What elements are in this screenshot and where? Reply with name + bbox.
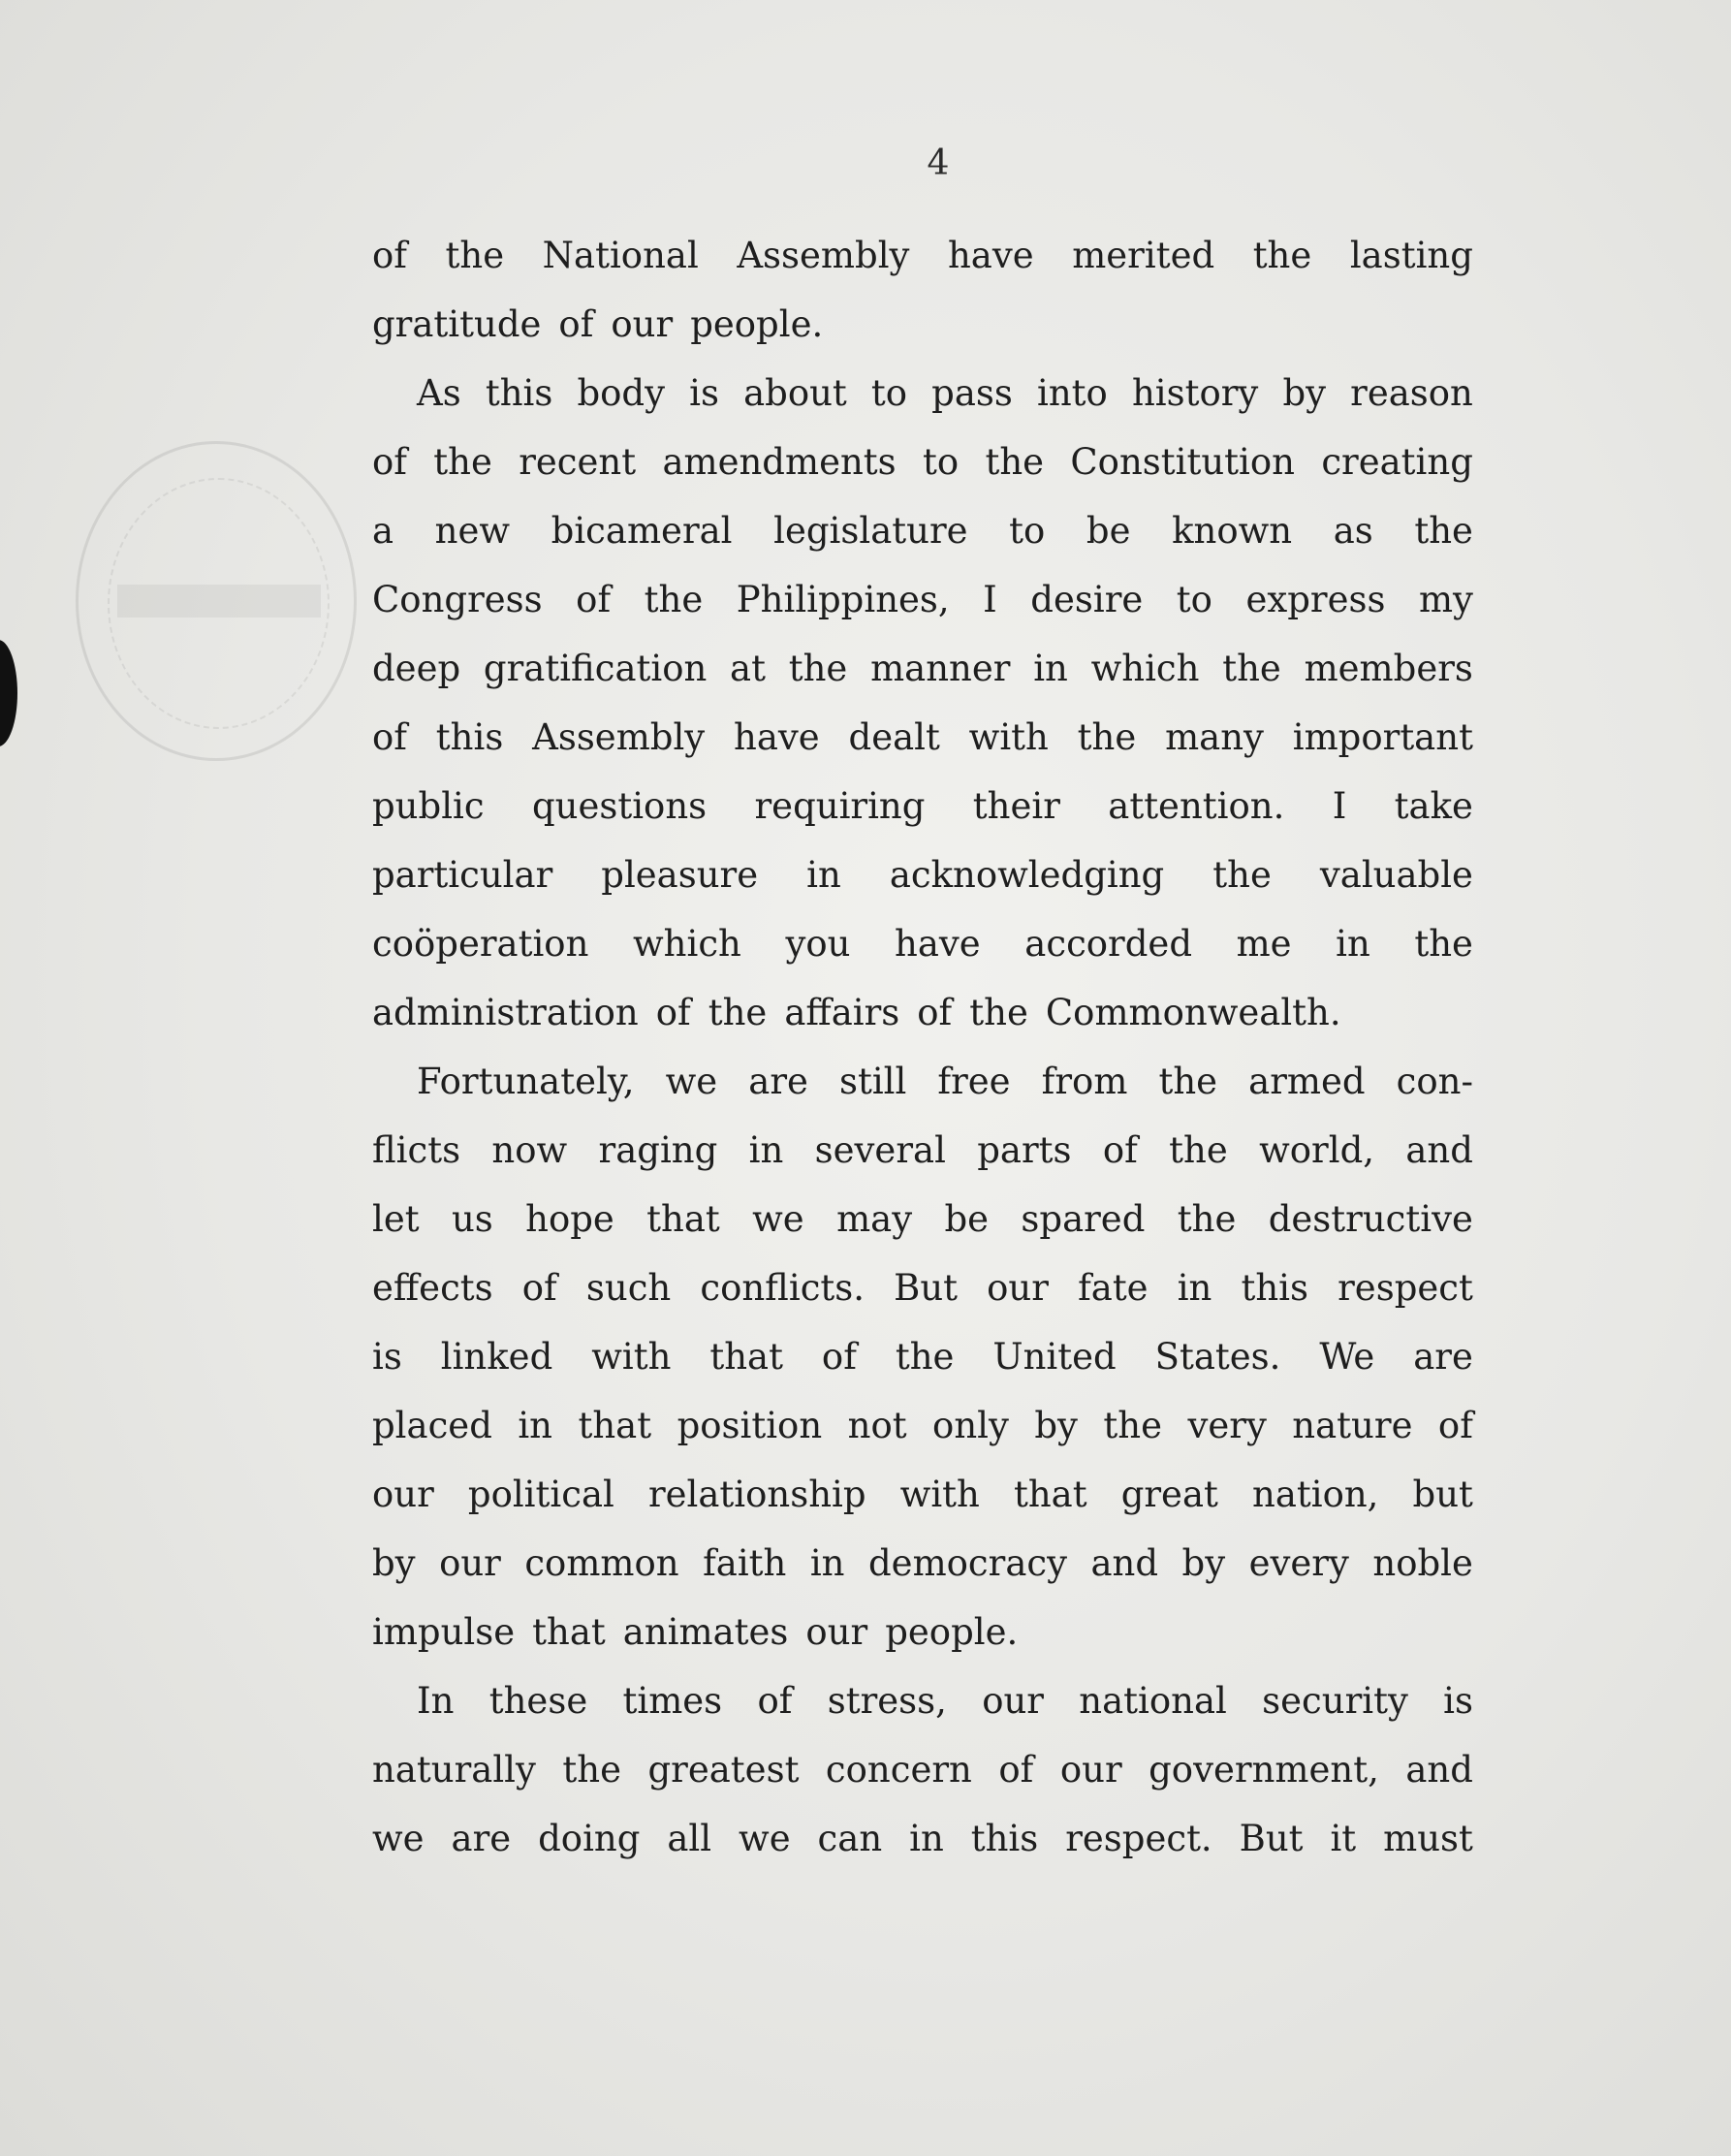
text-line: placed in that position not only by the very nature of bbox=[372, 1405, 1473, 1446]
text-line: we are doing all we can in this respect. But it must bbox=[372, 1818, 1473, 1859]
paragraph bbox=[372, 1047, 1473, 1666]
text-line: is linked with that of the United States. We are bbox=[372, 1336, 1473, 1378]
text-line: particular pleasure in acknowledging the valuable bbox=[372, 854, 1473, 896]
text-line: impulse that animates our people. bbox=[372, 1611, 1019, 1653]
text-line: In these times of stress, our national security is bbox=[417, 1680, 1473, 1722]
library-stamp-band bbox=[117, 585, 321, 618]
page-number: 4 bbox=[927, 143, 950, 183]
text-line: As this body is about to pass into history by reason bbox=[417, 372, 1473, 414]
text-line: Fortunately, we are still free from the armed con- bbox=[417, 1061, 1473, 1102]
text-line: effects of such conflicts. But our fate in this respect bbox=[372, 1267, 1473, 1309]
paragraph bbox=[372, 359, 1473, 1047]
text-line: flicts now raging in several parts of the world, and bbox=[372, 1129, 1473, 1171]
text-line: coöperation which you have accorded me in the bbox=[372, 923, 1473, 965]
text-line: deep gratification at the manner in which the members bbox=[372, 648, 1473, 689]
paragraph bbox=[372, 1666, 1473, 1873]
library-stamp bbox=[76, 441, 357, 761]
body-text bbox=[372, 221, 1473, 1873]
text-line: public questions requiring their attention. I take bbox=[372, 785, 1473, 827]
text-line: our political relationship with that great nation, but bbox=[372, 1474, 1473, 1515]
text-line: let us hope that we may be spared the destructive bbox=[372, 1198, 1473, 1240]
text-line: by our common faith in democracy and by every noble bbox=[372, 1542, 1473, 1584]
paragraph bbox=[372, 221, 1473, 359]
text-line: a new bicameral legislature to be known as the bbox=[372, 510, 1473, 552]
text-line: of this Assembly have dealt with the many important bbox=[372, 716, 1473, 758]
text-line: gratitude of our people. bbox=[372, 303, 824, 345]
binding-mark bbox=[0, 640, 17, 746]
text-line: of the recent amendments to the Constitution creating bbox=[372, 441, 1473, 483]
text-line: naturally the greatest concern of our government, and bbox=[372, 1749, 1473, 1791]
text-line: of the National Assembly have merited the lasting bbox=[372, 235, 1473, 276]
text-line: Congress of the Philippines, I desire to express my bbox=[372, 579, 1473, 620]
text-line: administration of the affairs of the Commonwealth. bbox=[372, 992, 1341, 1033]
